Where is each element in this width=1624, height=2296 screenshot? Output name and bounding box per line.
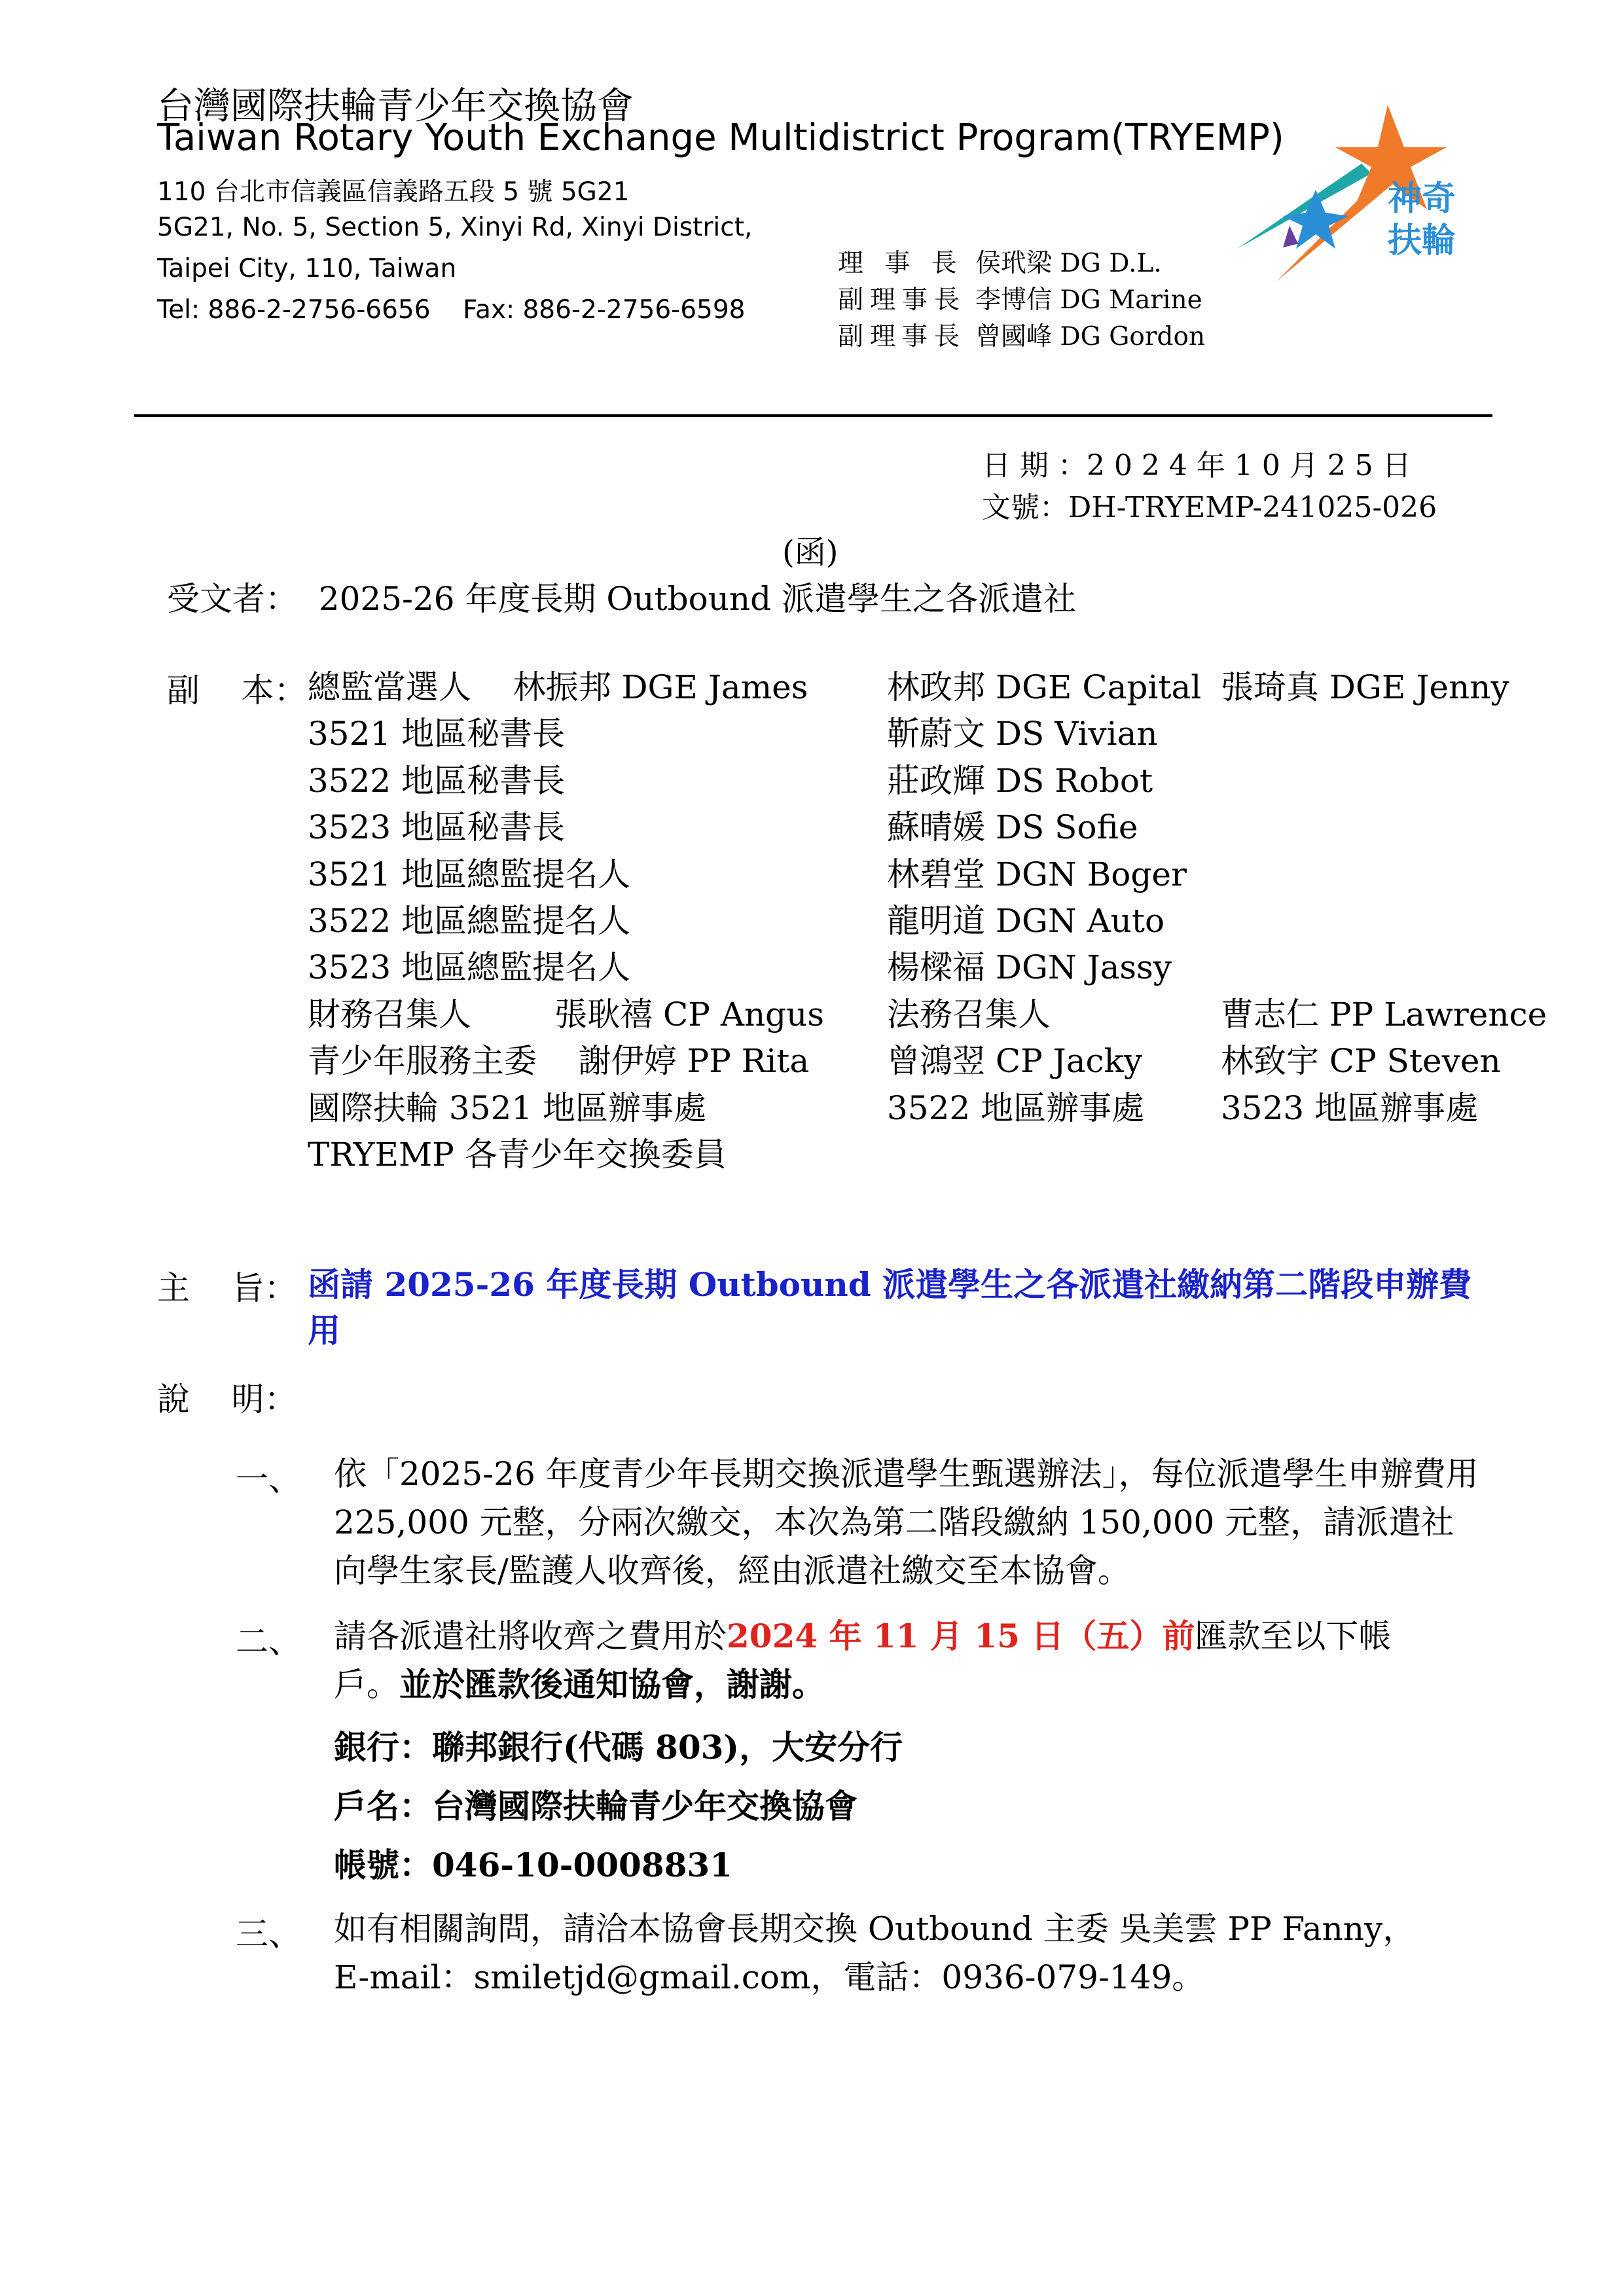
item-3-line-2: E-mail：smiletjd@gmail.com，電話：0936-079-149。 xyxy=(334,1958,1205,1996)
item-1-text: 依「2025-26 年度青少年長期交換派遣學生甄選辦法」，每位派遣學生申辦費用 225,000 元整，分兩次繳交，本次為第二階段繳納 150,000 元整，請派遣社向學生家長/監護人收齊後，經由派遣社繳交至本協會。 xyxy=(334,1455,1479,1590)
document-type: (函) xyxy=(782,534,839,571)
officer-row xyxy=(838,319,1205,355)
cc-cell: 靳蔚文 DS Vivian xyxy=(887,715,1158,753)
officer-row xyxy=(838,245,1205,282)
item-2-pre: 請各派遣社將收齊之費用於 xyxy=(334,1617,727,1655)
header-divider xyxy=(134,414,1492,417)
subject-label: 主 旨： xyxy=(157,1269,297,1307)
cc-cell: 國際扶輪 3521 地區辦事處 xyxy=(308,1088,707,1127)
logo-text-line: 扶輪 xyxy=(1388,221,1456,260)
cc-cell: 楊樑福 DGN Jassy xyxy=(887,948,1172,987)
contact-line: Tel: 886-2-2756-6656 Fax: 886-2-2756-6598 xyxy=(157,295,746,325)
cc-cell: 財務召集人 張耿禧 CP Angus xyxy=(308,995,825,1033)
explanation-label: 說 明： xyxy=(157,1380,297,1418)
account-number: 帳號：046-10-0008831 xyxy=(334,1846,732,1884)
item-3-line-1: 如有相關詢問，請洽本協會長期交換 Outbound 主委 吳美雲 PP Fanny， xyxy=(334,1910,1416,1948)
tryemp-logo-icon xyxy=(1237,92,1499,295)
cc-cell: 曹志仁 PP Lawrence xyxy=(1221,995,1547,1033)
document-date: 日 期 ：2 0 2 4 年 1 0 月 2 5 日 xyxy=(982,449,1411,482)
cc-cell: 法務召集人 xyxy=(887,995,1051,1033)
cc-cell: 青少年服務主委 謝伊婷 PP Rita xyxy=(308,1042,810,1081)
cc-cell: 3522 地區辦事處 xyxy=(887,1088,1145,1127)
item-2-post: 匯款至以下帳戶。 xyxy=(334,1617,1392,1704)
officer-name: 侯玳梁 DG D.L. xyxy=(975,249,1162,278)
cc-cell: 總監當選人 林振邦 DGE James xyxy=(308,668,808,706)
cc-cell: 3523 地區秘書長 xyxy=(308,808,566,847)
cc-cell: 3522 地區總監提名人 xyxy=(308,901,631,940)
subject-text: 函請 2025-26 年度長期 Outbound 派遣學生之各派遣社繳納第二階段申辦費用 xyxy=(308,1265,1472,1350)
officer-name: 李博信 DG Marine xyxy=(975,285,1202,315)
logo-text-line: 神奇 xyxy=(1388,179,1456,219)
officer-title: 理 事 長 xyxy=(838,249,964,278)
address-line-3: Taipei City, 110, Taiwan xyxy=(157,254,457,283)
payment-deadline: 2024 年 11 月 15 日（五）前 xyxy=(727,1617,1195,1655)
bank-name: 銀行：聯邦銀行(代碼 803)，大安分行 xyxy=(334,1728,903,1767)
cc-cell: TRYEMP 各青少年交換委員 xyxy=(308,1135,727,1174)
logo-accent-purple xyxy=(1283,226,1299,247)
org-name-zh: 台灣國際扶輪青少年交換協會 xyxy=(157,85,634,128)
date-block xyxy=(982,445,1437,529)
cc-label: 副 本： xyxy=(167,672,307,709)
document-number: 文號：DH-TRYEMP-241025-026 xyxy=(982,491,1437,524)
officer-title: 副理事長 xyxy=(838,285,967,315)
address-line-1: 110 台北市信義區信義路五段 5 號 5G21 xyxy=(157,177,630,207)
item-3-number: 三、 xyxy=(236,1915,301,1953)
officer-row xyxy=(838,282,1205,319)
item-1-number: 一、 xyxy=(236,1460,301,1498)
cc-cell: 林政邦 DGE Capital xyxy=(887,668,1202,706)
cc-cell: 龍明道 DGN Auto xyxy=(887,901,1165,940)
cc-cell: 莊政輝 DS Robot xyxy=(887,761,1153,800)
cc-cell: 林碧堂 DGN Boger xyxy=(887,855,1187,893)
item-2-text xyxy=(334,1612,1447,1709)
officer-title: 副理事長 xyxy=(838,322,967,351)
cc-cell: 曾鴻翌 CP Jacky xyxy=(887,1042,1143,1081)
recipient-line: 受文者： 2025-26 年度長期 Outbound 派遣學生之各派遣社 xyxy=(167,580,1077,618)
logo-text xyxy=(1388,178,1456,262)
officers-list xyxy=(838,245,1205,355)
org-name-en: Taiwan Rotary Youth Exchange Multidistrict Program(TRYEMP) xyxy=(157,117,1284,159)
cc-cell: 3523 地區辦事處 xyxy=(1221,1088,1479,1127)
item-2-number: 二、 xyxy=(236,1623,301,1660)
cc-cell: 3521 地區秘書長 xyxy=(308,715,566,753)
item-2-notice: 並於匯款後通知協會，謝謝。 xyxy=(399,1665,825,1704)
address-line-2: 5G21, No. 5, Section 5, Xinyi Rd, Xinyi District, xyxy=(157,213,753,242)
cc-cell: 3523 地區總監提名人 xyxy=(308,948,631,987)
cc-cell: 3522 地區秘書長 xyxy=(308,761,566,800)
officer-name: 曾國峰 DG Gordon xyxy=(975,322,1206,351)
account-name: 戶名：台灣國際扶輪青少年交換協會 xyxy=(334,1787,857,1825)
cc-cell: 蘇晴媛 DS Sofie xyxy=(887,808,1138,847)
cc-cell: 張琦真 DGE Jenny xyxy=(1221,668,1509,706)
cc-cell: 3521 地區總監提名人 xyxy=(308,855,631,893)
cc-cell: 林致宇 CP Steven xyxy=(1221,1042,1501,1081)
